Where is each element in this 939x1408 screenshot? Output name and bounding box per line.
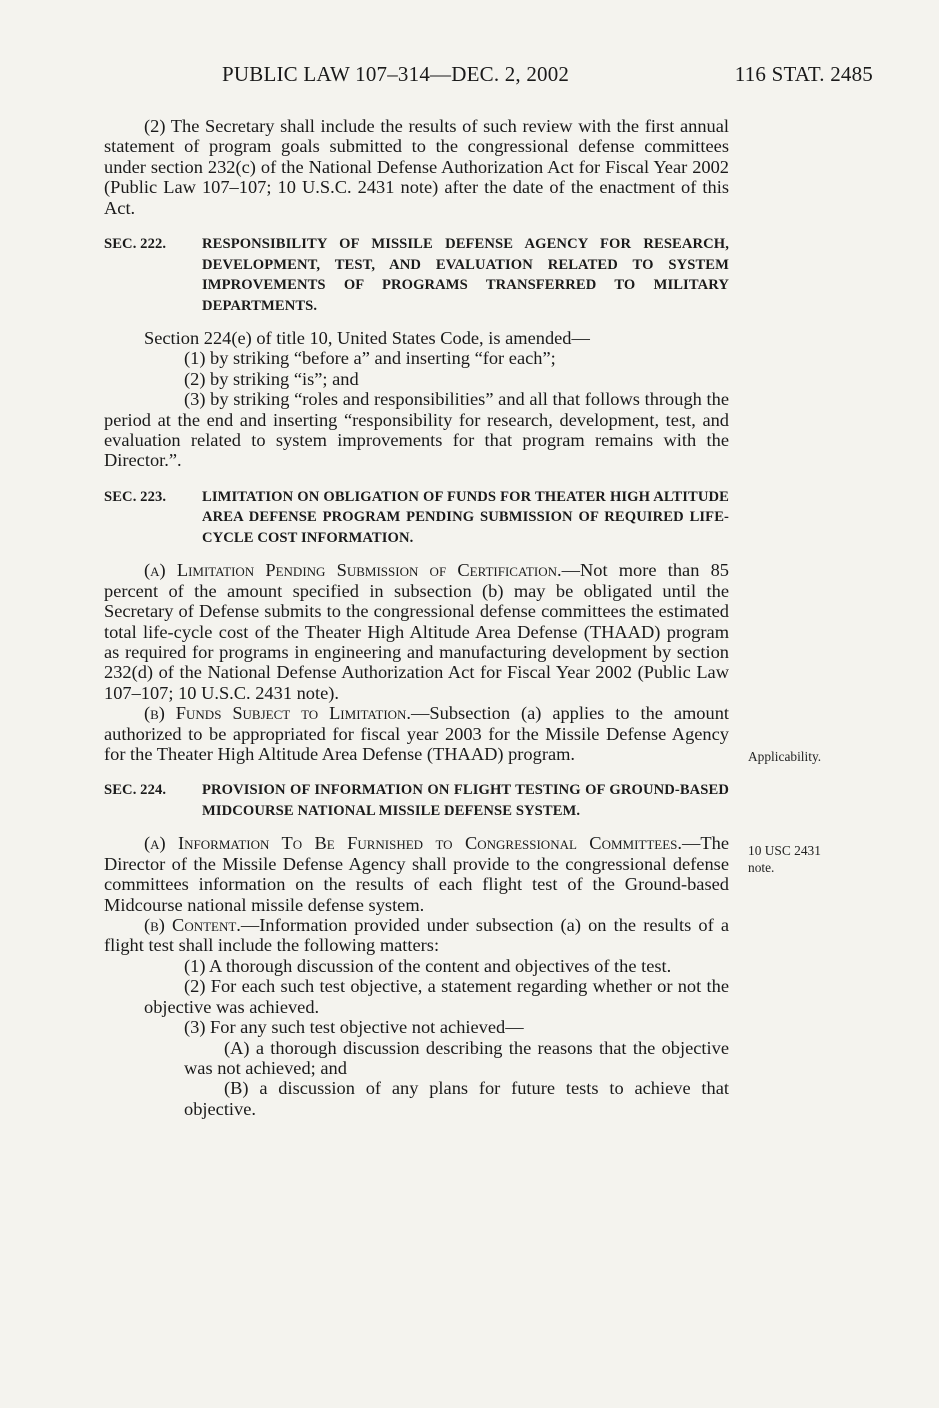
body-column bbox=[104, 116, 729, 1119]
margin-note-applicability: Applicability. bbox=[748, 749, 822, 764]
sec-222-title: RESPONSIBILITY OF MISSILE DEFENSE AGENCY FOR RESEARCH, DEVELOPMENT, TEST, AND EVALUATION RELATED TO SYSTEM IMPROVEMENTS OF PROGRAMS TRANSFERRED TO MILITARY DEPARTMENTS. bbox=[202, 236, 729, 314]
sec-224-title: PROVISION OF INFORMATION ON FLIGHT TESTING OF GROUND-BASED MIDCOURSE NATIONAL MISSILE DEFENSE SYSTEM. bbox=[202, 782, 729, 819]
sec-222-item-3: (3) by striking “roles and responsibilities” and all that follows through the period at the end and inserting “responsibility for research, development, test, and evaluation related to system improvements for that program remains with the Director.”. bbox=[104, 389, 729, 471]
sec-223-number: SEC. 223. bbox=[104, 488, 167, 505]
sec-222-item-1: (1) by striking “before a” and inserting “for each”; bbox=[184, 348, 556, 369]
sec-223-heading bbox=[104, 487, 729, 549]
sec-223-a-heading: (a) Limitation Pending Submission of Certification. bbox=[144, 560, 562, 581]
sec-222-heading bbox=[104, 234, 729, 316]
header-stat-citation: 116 STAT. 2485 bbox=[734, 62, 873, 86]
sec-223-subsection-a bbox=[104, 560, 729, 703]
sec-224-heading bbox=[104, 780, 729, 821]
sec-223-title: LIMITATION ON OBLIGATION OF FUNDS FOR THEATER HIGH ALTITUDE AREA DEFENSE PROGRAM PENDING SUBMISSION OF REQUIRED LIFE-CYCLE COST INFORMATION. bbox=[202, 488, 729, 546]
sec-224-a-text: —The Director of the Missile Defense Agency shall provide to the congressional defense committees information on the results of each flight test of the Ground-based Midcourse national missile defense system. bbox=[104, 833, 729, 915]
sec-224-b-heading: (b) Content. bbox=[144, 915, 241, 936]
sec-224-b-text: —Information provided under subsection (a) on the results of a flight test shall include the following matters: bbox=[104, 915, 729, 956]
sec-222-lead: Section 224(e) of title 10, United States Code, is amended— bbox=[144, 328, 590, 349]
margin-note-usc-line1: 10 USC 2431 bbox=[748, 843, 821, 858]
sec-224-subsection-a bbox=[104, 833, 729, 915]
intro-paragraph: (2) The Secretary shall include the results of such review with the first annual statement of program goals submitted to the congressional defense committees under section 232(c) of the National Defense Authorization Act for Fiscal Year 2002 (Public Law 107–107; 10 U.S.C. 2431 note) after the date of the enactment of this Act. bbox=[104, 116, 729, 218]
sec-224-number: SEC. 224. bbox=[104, 782, 167, 799]
sec-224-item-1: (1) A thorough discussion of the content and objectives of the test. bbox=[184, 955, 672, 976]
sec-223-subsection-b bbox=[104, 703, 729, 764]
margin-note-usc-line2: note. bbox=[748, 860, 775, 875]
sec-222-number: SEC. 222. bbox=[104, 236, 167, 253]
sec-224-item-3: (3) For any such test objective not achieved— bbox=[184, 1017, 524, 1038]
margin-note-usc bbox=[748, 842, 821, 876]
sec-224-a-heading: (a) Information To Be Furnished to Congressional Committees. bbox=[144, 833, 683, 854]
sec-222-item-2: (2) by striking “is”; and bbox=[184, 368, 359, 389]
sec-223-a-text: —Not more than 85 percent of the amount specified in subsection (b) may be obligated until the Secretary of Defense submits to the congressional defense committees the estimated total life-cycle cost of the Theater High Altitude Area Defense (THAAD) program as required for programs in engineering and manufacturing development by section 232(d) of the National Defense Authorization Act for Fiscal Year 2002 (Public Law 107–107; 10 U.S.C. 2431 note). bbox=[104, 560, 729, 703]
sec-224-subsection-b bbox=[104, 915, 729, 956]
sec-224-item-A: (A) a thorough discussion describing the reasons that the objective was not achieved; and bbox=[184, 1037, 729, 1078]
page-header bbox=[0, 62, 939, 92]
header-title: PUBLIC LAW 107–314—DEC. 2, 2002 bbox=[222, 62, 570, 86]
sec-224-item-B: (B) a discussion of any plans for future tests to achieve that objective. bbox=[184, 1078, 729, 1119]
sec-223-b-text: —Subsection (a) applies to the amount authorized to be appropriated for fiscal year 2003 for the Missile Defense Agency for the Theater High Altitude Area Defense (THAAD) program. bbox=[104, 703, 729, 765]
sec-224-item-2: (2) For each such test objective, a statement regarding whether or not the objective was achieved. bbox=[144, 976, 729, 1017]
sec-223-b-heading: (b) Funds Subject to Limitation. bbox=[144, 703, 412, 724]
